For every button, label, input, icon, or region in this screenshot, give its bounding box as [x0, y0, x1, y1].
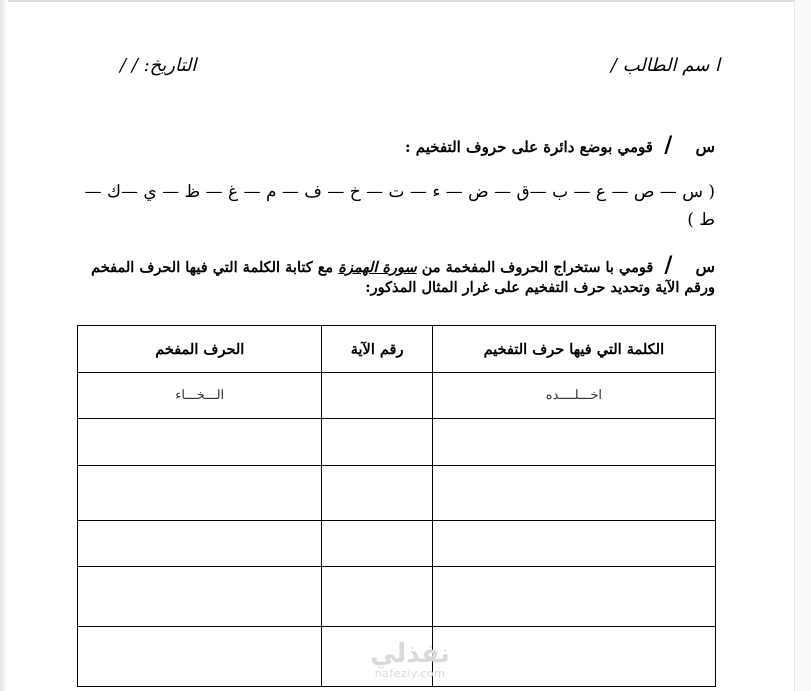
- table-row: [78, 521, 716, 567]
- student-name-label: ا سم الطالب /: [610, 55, 720, 76]
- cell-letter: [78, 419, 322, 466]
- cell-verse-number: [322, 466, 432, 521]
- question-2-text-before: قومي با ستخراج الحروف المفخمة من: [421, 259, 654, 276]
- question-1-prefix: س: [695, 137, 715, 156]
- question-1-slash: /: [664, 132, 673, 158]
- question-1: [95, 132, 715, 158]
- question-2-text-after: مع كتابة الكلمة التي فيها الحرف المفخم ورقم الآية وتحديد حرف التفخيم على غرار المثال المذكور:: [91, 259, 715, 296]
- cell-verse-number: [322, 521, 432, 567]
- cell-verse-number: [322, 419, 432, 466]
- cell-word: [432, 567, 715, 627]
- table-row: [78, 466, 716, 521]
- table-row: [78, 419, 716, 466]
- cell-word: [432, 419, 715, 466]
- cell-verse-number: [322, 567, 432, 627]
- letters-list: ( س — ص — ع — ب —ق — ض — ء — ت — خ — ف — م — غ — ظ — ي —ك — ط ): [84, 182, 715, 230]
- scrollbar-track[interactable]: [794, 0, 811, 691]
- surah-name: سورة الهمزة: [338, 259, 417, 276]
- page-left-shadow: [0, 0, 8, 691]
- table-row: [78, 567, 716, 627]
- table-header-row: [78, 326, 716, 373]
- cell-word: [432, 627, 715, 687]
- answer-table: [77, 325, 716, 687]
- cell-word: [432, 466, 715, 521]
- cell-letter: [78, 521, 322, 567]
- date-label: التاريخ: / /: [120, 55, 197, 76]
- header-verse-number: رقم الآية: [322, 326, 432, 373]
- page-top-border: [0, 0, 811, 2]
- cell-letter: [78, 567, 322, 627]
- header-word: الكلمة التي فيها حرف التفخيم: [432, 326, 715, 373]
- cell-word: [432, 521, 715, 567]
- header-letter: الحرف المفخم: [78, 326, 322, 373]
- cell-letter: [78, 627, 322, 687]
- cell-letter: الـــخـــاء: [78, 373, 322, 419]
- question-2-slash: /: [664, 252, 673, 278]
- header-line: [80, 55, 720, 85]
- question-2: [75, 252, 715, 298]
- cell-word: اخـــلــــده: [432, 373, 715, 419]
- cell-verse-number: [322, 373, 432, 419]
- cell-letter: [78, 466, 322, 521]
- question-1-text: قومي بوضع دائرة على حروف التفخيم :: [405, 138, 653, 156]
- watermark-arabic: نفذلي: [370, 639, 450, 669]
- watermark-latin: nafezly.com: [374, 667, 446, 680]
- watermark: [355, 640, 465, 680]
- table-row: [78, 373, 716, 419]
- question-2-prefix: س: [695, 257, 715, 276]
